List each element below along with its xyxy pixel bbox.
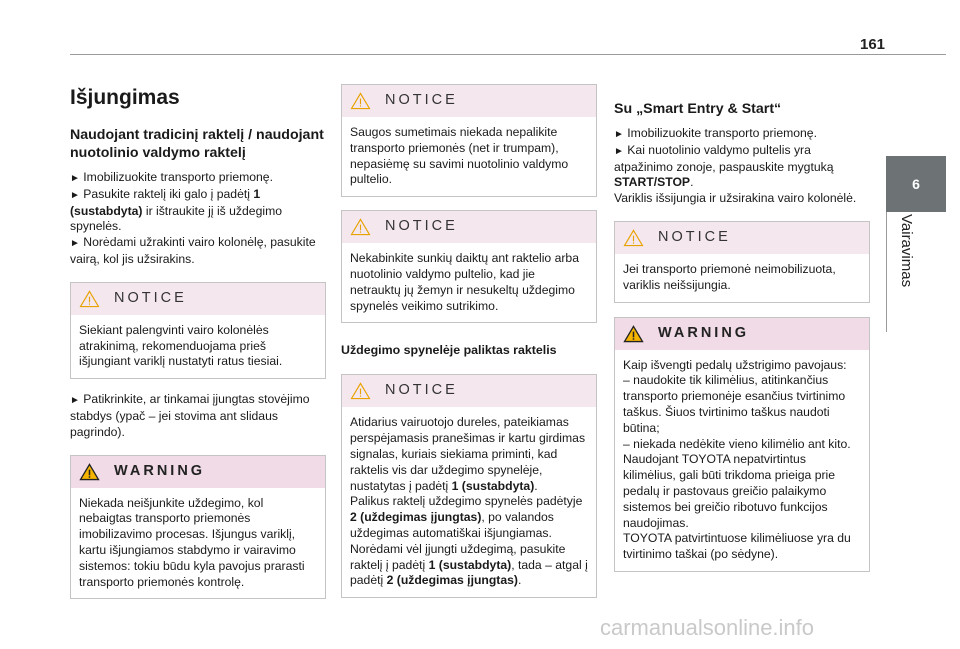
result-text: Variklis išsijungia ir užsirakina vairo kolonėlė. — [614, 191, 857, 206]
notice-box — [614, 221, 870, 303]
notice-text: Nekabinkite sunkių daiktų ant raktelio arba nuotolinio valdymo pultelio, kad jie netrauktų jų žemyn ir nesukeltų uždegimo spynelės veikimo sutrikimo. — [350, 251, 579, 313]
notice-text: Atidarius vairuotojo dureles, pateikiamas perspėjamasis pranešimas ir kartu girdimas signalas, kuriais siekiama priminti, kad raktelis vis dar uždegimo spynelėje, nustatytas į padėtį 1 (sustabdyta). Palikus raktelį uždegimo spynelės padėtyje 2 (uždegimas įjungtas), po valandos uždegimas automatiškai išjungiamas. Norėdami vėl įjungti uždegimą, pasukite raktelį į padėtį 1 (sustabdyta), tada – atgal į padėtį 2 (uždegimas įjungtas). — [350, 415, 588, 588]
caution-icon — [350, 218, 371, 236]
chapter-tab-number[interactable]: 6 — [886, 156, 946, 212]
notice-box — [341, 210, 597, 323]
step-1: ► Imobilizuokite transporto priemonę. — [614, 126, 817, 140]
notice-text: Jei transporto priemonė neimobilizuota, variklis neišsijungia. — [623, 261, 836, 292]
notice-box — [341, 84, 597, 197]
notice-text: Saugos sumetimais niekada nepalikite transporto priemonės (net ir trumpam), nepasiėmę su savimi nuotolinio valdymo pultelio. — [350, 125, 569, 187]
caution-icon — [350, 92, 371, 110]
caution-icon — [350, 382, 371, 400]
chapter-tab-divider — [886, 212, 887, 332]
warning-label: WARNING — [114, 462, 206, 479]
arrow-icon: ► — [70, 189, 80, 201]
chapter-tab-label: Vairavimas — [898, 214, 915, 288]
caution-icon — [623, 229, 644, 247]
steps-list — [70, 170, 326, 268]
warning-text: Niekada neišjunkite uždegimo, kol nebaigtas transporto priemonės imobilizavimo procesas. Išjungus variklį, kartu išjungiamos stabdymo ir vairavimo sistemos: tokiu būdu kyla pavojus prarasti transporto priemonės kontrolę. — [79, 495, 305, 589]
arrow-icon: ► — [70, 395, 80, 407]
warning-box — [614, 317, 870, 572]
arrow-icon: ► — [70, 173, 80, 184]
section-subtitle: Su „Smart Entry & Start“ — [614, 101, 782, 117]
notice-label: NOTICE — [658, 229, 731, 246]
section-heading: Uždegimo spynelėje paliktas raktelis — [341, 343, 557, 358]
warning-text: Kaip išvengti pedalų užstrigimo pavojaus: – naudokite tik kilimėlius, atitinkančius transporto priemonėje esančius tvirtinimo taškus. Šiuos tvirtinimo taškus naudoti būtina; – niekada nedėkite vieno kilimėlio ant kito. Naudojant TOYOTA nepatvirtintus kilimėlius, gali būti trikdoma prieiga prie pedalų ir pastovaus greičio palaikymo sistemos bei greičio ribotuvo funkcijos naudojimas. TOYOTA patvirtintuose kilimėliuose yra du tvirtinimo taškai (po sėdyne). — [623, 357, 851, 562]
step-4: ► Patikrinkite, ar tinkamai įjungtas stovėjimo stabdys (ypač – jei stovima ant slidaus pagrindo). — [70, 392, 310, 439]
notice-box — [70, 282, 326, 379]
notice-label: NOTICE — [385, 382, 458, 399]
watermark: carmanualsonline.info — [600, 615, 815, 640]
page-number: 161 — [860, 36, 886, 53]
notice-text: Siekiant palengvinti vairo kolonėlės atrakinimą, rekomenduojama prieš išjungiant variklį nustatyti ratus tiesiai. — [79, 322, 283, 369]
section-subtitle: Naudojant tradicinį raktelį / naudojant nuotolinio valdymo raktelį — [70, 127, 324, 161]
arrow-icon: ► — [614, 145, 624, 157]
warning-icon — [623, 325, 644, 343]
notice-label: NOTICE — [385, 218, 458, 235]
arrow-icon: ► — [70, 238, 80, 250]
column-2 — [341, 84, 597, 611]
header-divider — [70, 54, 946, 55]
arrow-icon: ► — [614, 129, 624, 140]
steps-list — [614, 126, 870, 207]
column-3 — [614, 100, 870, 585]
page-title: Išjungimas — [70, 86, 180, 109]
caution-icon — [79, 290, 100, 308]
notice-label: NOTICE — [385, 92, 458, 109]
step-2: ► Kai nuotolinio valdymo pultelis yra atpažinimo zonoje, paspauskite mygtuką START/STOP. — [614, 142, 834, 190]
column-1 — [70, 84, 326, 612]
warning-icon — [79, 463, 100, 481]
notice-label: NOTICE — [114, 289, 187, 306]
warning-box — [70, 455, 326, 600]
step-3: ► Norėdami užrakinti vairo kolonėlę, pasukite vairą, kol jis užsirakins. — [70, 235, 316, 266]
notice-box — [341, 374, 597, 598]
step-1: ► Imobilizuokite transporto priemonę. — [70, 170, 273, 184]
warning-label: WARNING — [658, 324, 750, 341]
step-2: ► Pasukite raktelį iki galo į padėtį 1 (sustabdyta) ir ištraukite jį iš uždegimo spynelės. — [70, 186, 282, 234]
